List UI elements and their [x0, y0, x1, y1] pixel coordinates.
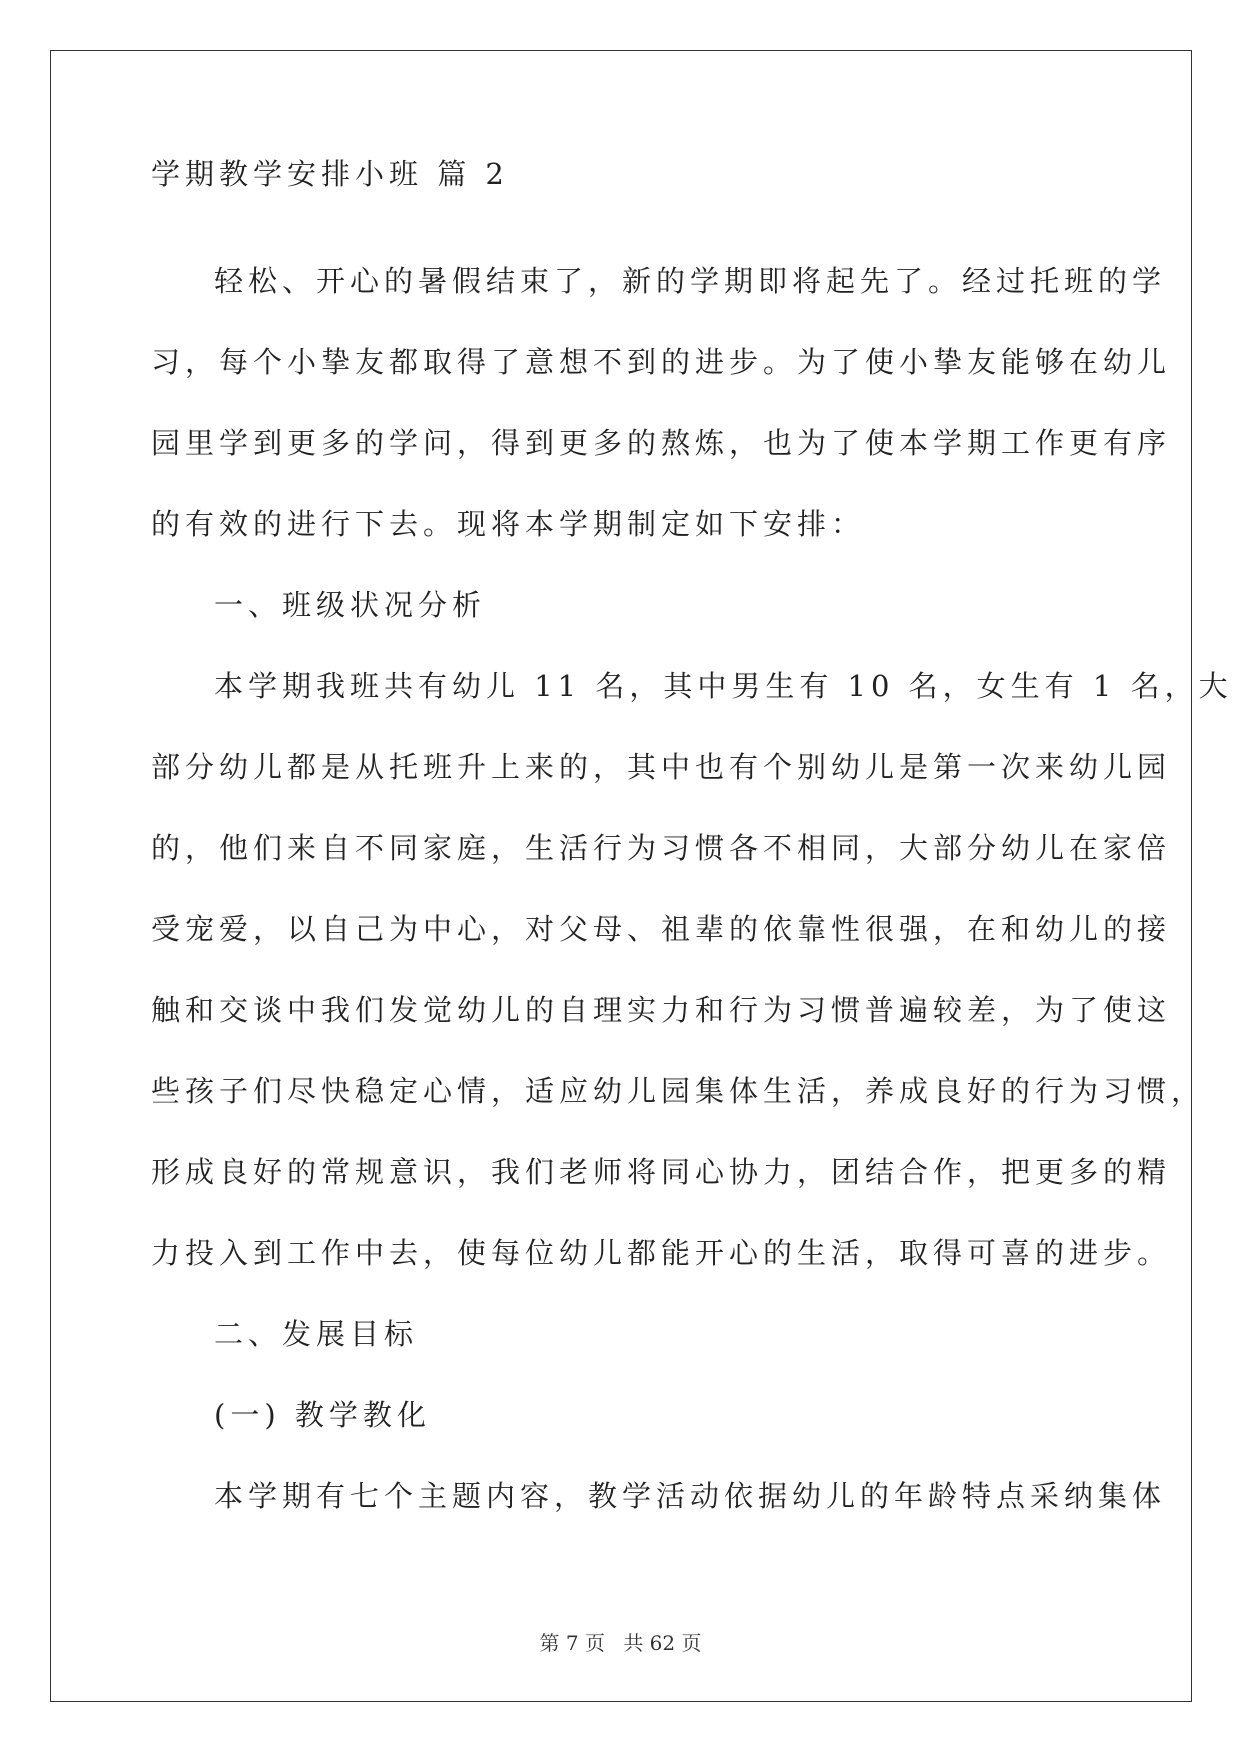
- page-footer: [0, 1627, 1241, 1656]
- text-line: 受宠爱，以自己为中心，对父母、祖辈的依靠性很强，在和幼儿的接: [151, 912, 1172, 946]
- text-line: 轻松、开心的暑假结束了，新的学期即将起先了。经过托班的学: [214, 264, 1167, 298]
- document-title: 学期教学安排小班 篇 2: [151, 157, 509, 191]
- total-pages-label: 共 62 页: [623, 1631, 702, 1655]
- text-line: 园里学到更多的学问，得到更多的熬炼，也为了使本学期工作更有序: [151, 426, 1172, 460]
- text-line: 习，每个小挚友都取得了意想不到的进步。为了使小挚友能够在幼儿: [151, 345, 1172, 379]
- text-line: 触和交谈中我们发觉幼儿的自理实力和行为习惯普遍较差，为了使这: [151, 993, 1172, 1027]
- paragraph-lines: [151, 241, 1233, 1537]
- text-line: 部分幼儿都是从托班升上来的，其中也有个别幼儿是第一次来幼儿园: [151, 750, 1172, 784]
- text-line: 力投入到工作中去，使每位幼儿都能开心的生活，取得可喜的进步。: [151, 1236, 1172, 1270]
- text-line: 二、发展目标: [214, 1317, 419, 1351]
- text-line: 本学期我班共有幼儿 11 名，其中男生有 10 名，女生有 1 名，大: [214, 669, 1233, 703]
- text-line: 一、班级状况分析: [214, 588, 487, 622]
- text-line: 的，他们来自不同家庭，生活行为习惯各不相同，大部分幼儿在家倍: [151, 831, 1172, 865]
- text-line: 些孩子们尽快稳定心情，适应幼儿园集体生活，养成良好的行为习惯，: [151, 1074, 1206, 1108]
- text-line: 本学期有七个主题内容，教学活动依据幼儿的年龄特点采纳集体: [214, 1479, 1167, 1513]
- text-line: (一) 教学教化: [214, 1398, 431, 1432]
- document-body: [151, 157, 1233, 1537]
- current-page-label: 第 7 页: [539, 1631, 605, 1655]
- text-line: 形成良好的常规意识，我们老师将同心协力，团结合作，把更多的精: [151, 1155, 1172, 1189]
- text-line: 的有效的进行下去。现将本学期制定如下安排：: [151, 507, 866, 541]
